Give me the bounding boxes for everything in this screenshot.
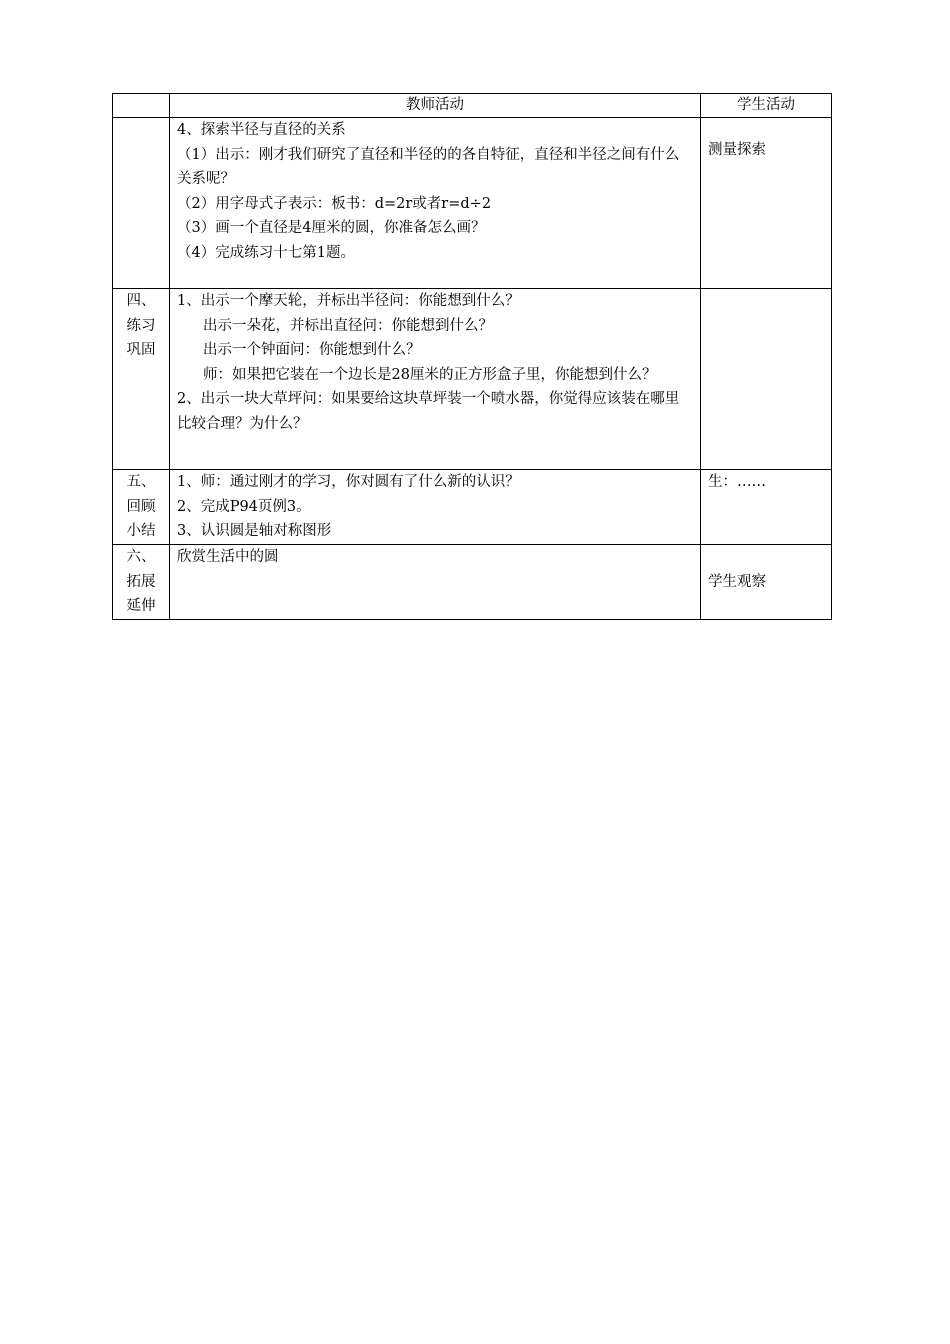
stage-label: 回顾 [126,498,156,515]
header-row [113,94,832,118]
stage-label: 五、 [126,474,156,490]
stage-label: 延伸 [126,598,156,614]
teacher-line: （1）出示：刚才我们研究了直径和半径的的各自特征，直径和半径之间有什么关系呢？ [177,146,680,187]
teacher-line: 出示一朵花，并标出直径问：你能想到什么？ [203,317,493,334]
teacher-line: 3、认识圆是轴对称图形 [177,523,332,539]
student-activity-cell [701,289,832,470]
student-activity-cell: 学生观察 [701,545,832,620]
student-activity-cell: 测量探索 [701,118,832,289]
table-row [113,289,832,470]
stage-label: 拓展 [126,573,156,590]
teacher-line: （4）完成练习十七第1题。 [177,244,355,261]
stage-cell [113,289,170,470]
stage-label: 六、 [126,549,156,565]
teacher-line: 欣赏生活中的圆 [177,549,279,565]
teacher-activity-cell [170,470,701,545]
header-stage [113,94,170,118]
teacher-line: 师：如果把它装在一个边长是28厘米的正方形盒子里，你能想到什么？ [203,366,657,383]
table-row [113,545,832,620]
table-row [113,470,832,545]
stage-label: 练习 [126,317,156,334]
teacher-line: （3）画一个直径是4厘米的圆，你准备怎么画？ [177,220,486,236]
teacher-line: 1、师：通过刚才的学习，你对圆有了什么新的认识？ [177,474,520,490]
teacher-line: 1、出示一个摩天轮，并标出半径问：你能想到什么？ [177,293,520,309]
table-row [113,118,832,289]
teacher-line: 2、完成P94页例3。 [177,498,311,515]
teacher-activity-cell [170,545,701,620]
teacher-activity-cell [170,118,701,289]
teacher-line: （2）用字母式子表示：板书：d=2r或者r=d÷2 [177,195,492,212]
teacher-line: 2、出示一块大草坪问：如果要给这块草坪装一个喷水器，你觉得应该装在哪里比较合理？为什么？ [177,391,680,432]
teacher-line: 出示一个钟面问：你能想到什么？ [203,342,421,358]
stage-label: 小结 [126,523,156,539]
stage-cell [113,118,170,289]
stage-label: 四、 [126,293,156,309]
lesson-plan-table [112,93,832,620]
teacher-activity-cell [170,289,701,470]
student-activity-cell: 生：…… [701,470,832,545]
stage-cell [113,470,170,545]
teacher-line: 4、探索半径与直径的关系 [177,122,346,138]
header-student-activity: 学生活动 [701,94,832,118]
stage-label: 巩固 [126,342,156,358]
stage-cell [113,545,170,620]
header-teacher-activity: 教师活动 [170,94,701,118]
